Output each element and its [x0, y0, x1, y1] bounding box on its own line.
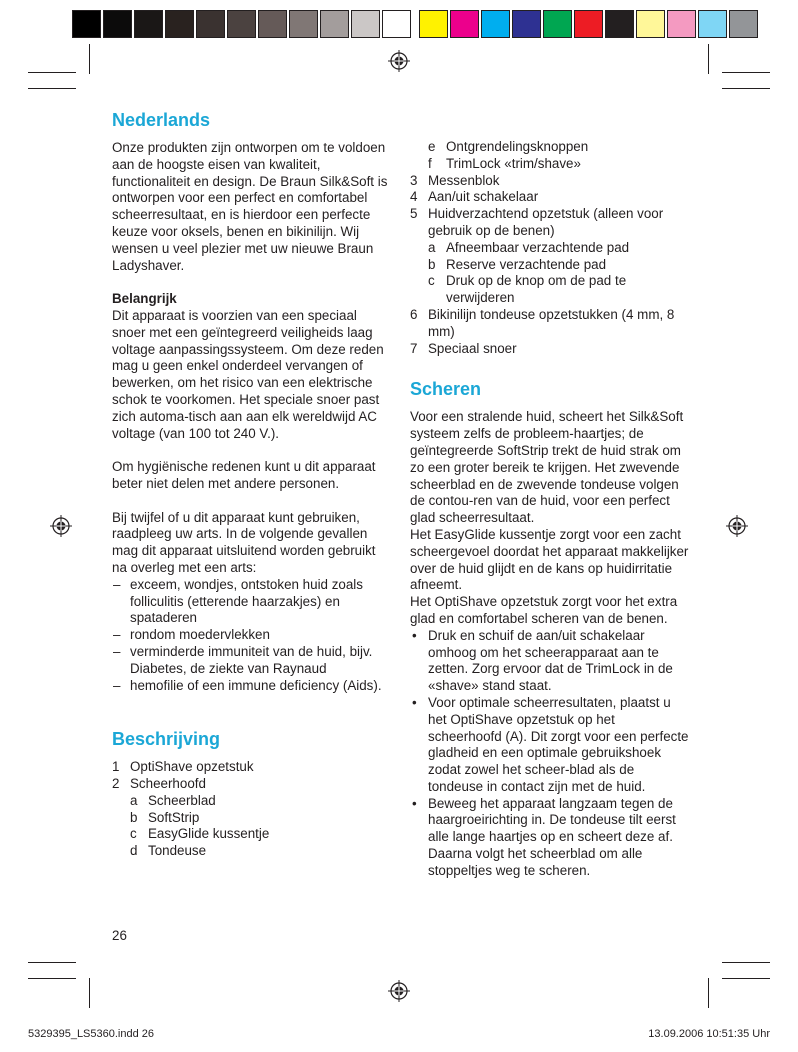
shaving-paragraph: Voor een stralende huid, scheert het Silk&Soft systeem zelfs de probleem-haartjes; de geïntegreerde SoftStrip trekt de huid strak om zo een groter bereik te krijgen. Het zwevende scheerblad en de zwevende tondeuse volgen de contou-ren van de huid, voor een perfect glad scheerresultaat. — [410, 409, 684, 526]
list-item: b SoftStrip — [130, 809, 200, 825]
color-swatch — [512, 10, 541, 38]
easyglide-paragraph: Het EasyGlide kussentje zorgt voor een zacht scheergevoel doordat het apparaat makkelijker over de huid glijdt en de kans op huidirritatie afneemt. — [410, 526, 689, 593]
language-heading: Nederlands — [112, 110, 211, 130]
color-swatch — [289, 10, 318, 38]
registration-mark-icon — [388, 980, 410, 1002]
page-number: 26 — [112, 928, 127, 943]
list-item: • Beweeg het apparaat langzaam tegen de haargroeirichting in. De tondeuse tilt eerst alle lange haartjes op en scheert deze af. Daarna volgt het scheerblad om alle stoppeltjes weg te scheren. — [410, 796, 692, 880]
color-swatch — [165, 10, 194, 38]
list-item: 7 Speciaal snoer — [410, 340, 517, 356]
intro-paragraph: Onze produkten zijn ontworpen om te voldoen aan de hoogste eisen van kwaliteit, functionaliteit en design. De Braun Silk&Soft is ontworpen voor een perfect en comfortabel scheerresultaat, en is hierdoor een perfecte keuze voor oksels, benen en bikinilijn. Wij wensen u veel plezier met uw nieuwe Braun Ladyshaver. — [112, 140, 388, 273]
list-item: • Druk en schuif de aan/uit schakelaar omhoog om het scheerapparaat aan te zetten. Zorg ervoor dat de TrimLock in de «shave» stand staat. — [410, 628, 692, 695]
list-item: 1 OptiShave opzetstuk — [112, 759, 254, 775]
list-item: b Reserve verzachtende pad — [428, 256, 607, 272]
color-swatch — [103, 10, 132, 38]
list-item: 6 Bikinilijn tondeuse opzetstukken (4 mm, 8 mm) — [410, 306, 675, 339]
crop-mark — [89, 44, 90, 74]
description-list-continued — [410, 139, 692, 357]
color-swatch — [351, 10, 380, 38]
color-swatch — [729, 10, 758, 38]
list-item: a Scheerblad — [130, 792, 216, 808]
important-label: Belangrijk — [112, 291, 177, 307]
description-heading: Beschrijving — [112, 729, 221, 750]
crop-mark — [28, 962, 76, 963]
color-swatch — [227, 10, 256, 38]
description-list — [112, 759, 394, 860]
color-swatch — [258, 10, 287, 38]
color-control-bar — [72, 10, 760, 40]
crop-mark — [722, 72, 770, 73]
color-swatch — [134, 10, 163, 38]
date-slug: 13.09.2006 10:51:35 Uhr — [648, 1028, 770, 1040]
color-swatch — [481, 10, 510, 38]
color-swatch — [574, 10, 603, 38]
list-item: f TrimLock «trim/shave» — [428, 155, 581, 171]
list-item: d Tondeuse — [130, 843, 207, 859]
list-item: 3 Messenblok — [410, 172, 500, 188]
color-swatch — [605, 10, 634, 38]
crop-mark — [28, 88, 76, 89]
crop-mark — [722, 88, 770, 89]
color-swatch — [698, 10, 727, 38]
color-swatch — [72, 10, 101, 38]
color-swatch — [382, 10, 411, 38]
crop-mark — [28, 72, 76, 73]
color-swatch — [450, 10, 479, 38]
registration-mark-icon — [388, 50, 410, 72]
crop-mark — [89, 978, 90, 1008]
list-item: c Druk op de knop om de pad te verwijderen — [428, 273, 627, 306]
list-item: 5 Huidverzachtend opzetstuk (alleen voor gebruik op de benen) — [410, 206, 664, 238]
instructions-list — [410, 628, 692, 880]
shaving-heading: Scheren — [410, 379, 482, 400]
registration-mark-icon — [726, 515, 748, 537]
color-swatch — [667, 10, 696, 38]
list-item: – exceem, wondjes, ontstoken huid zoals folliculitis (etterende haarzakjes) en spataderen — [112, 577, 394, 627]
crop-mark — [708, 978, 709, 1008]
file-slug: 5329395_LS5360.indd 26 — [28, 1028, 155, 1040]
color-swatch — [543, 10, 572, 38]
list-item: 4 Aan/uit schakelaar — [410, 189, 539, 205]
hygiene-paragraph: Om hygiënische redenen kunt u dit apparaat beter niet delen met andere personen. — [112, 459, 376, 491]
list-item: e Ontgrendelingsknoppen — [428, 139, 589, 154]
list-item: a Afneembaar verzachtende pad — [428, 239, 630, 255]
right-column — [410, 139, 692, 880]
crop-mark — [708, 44, 709, 74]
color-swatch — [196, 10, 225, 38]
list-item: – verminderde immuniteit van de huid, bijv. Diabetes, de ziekte van Raynaud — [112, 644, 394, 678]
list-item: – hemofilie of een immune deficiency (Aids). — [112, 678, 394, 695]
crop-mark — [722, 962, 770, 963]
color-swatch — [320, 10, 349, 38]
optishave-paragraph: Het OptiShave opzetstuk zorgt voor het extra glad en comfortabel scheren van de benen. — [410, 594, 678, 626]
list-item: • Voor optimale scheerresultaten, plaatst u het OptiShave opzetstuk op het scheerhoofd (A). Dit zorgt voor een perfecte gladheid en een optimale gebruikshoek zodat zowel het scheer-blad als de tondeuse in contact zijn met de huid. — [410, 695, 692, 796]
important-paragraph: Dit apparaat is voorzien van een speciaal snoer met een geïntegreerd veiligheids laag voltage aanpassingssysteem. Om deze reden mag u geen enkel onderdeel vervangen of bewerken, om het risico van een elektrische schok te voorkomen. Het speciale snoer past zich automa-tisch aan aan elk wereldwijd AC voltage (van 100 tot 240 V.). — [112, 307, 384, 441]
list-item: – rondom moedervlekken — [112, 627, 394, 644]
crop-mark — [722, 978, 770, 979]
list-item: c EasyGlide kussentje — [130, 826, 270, 842]
doubt-paragraph: Bij twijfel of u dit apparaat kunt gebruiken, raadpleeg uw arts. In de volgende gevallen mag dit apparaat uitsluitend worden gebruikt na overleg met een arts: — [112, 509, 376, 575]
conditions-list — [112, 577, 394, 695]
color-swatch — [636, 10, 665, 38]
left-column — [112, 108, 394, 860]
list-item: 2 Scheerhoofd — [112, 776, 206, 792]
crop-mark — [28, 978, 76, 979]
registration-mark-icon — [50, 515, 72, 537]
color-swatch — [419, 10, 448, 38]
